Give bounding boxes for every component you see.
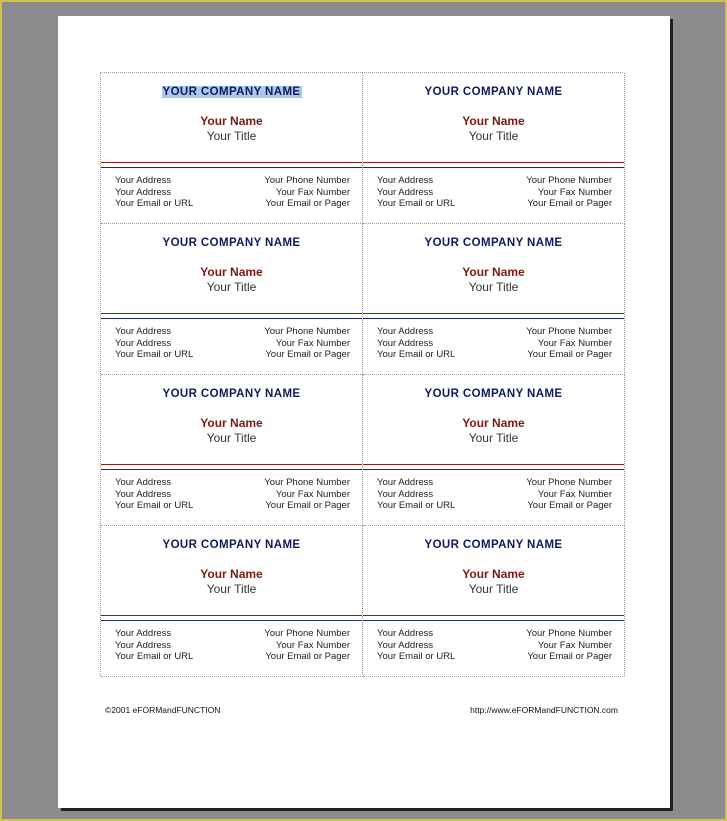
- company-name-text: YOUR COMPANY NAME: [162, 388, 301, 400]
- phone-line[interactable]: Your Phone Number: [264, 326, 350, 337]
- contact-left: [377, 326, 455, 361]
- address-line-1[interactable]: Your Address: [377, 628, 434, 639]
- phone-line[interactable]: Your Phone Number: [526, 175, 612, 186]
- address-line-1[interactable]: Your Address: [377, 175, 434, 186]
- email-line[interactable]: Your Email or URL: [377, 349, 456, 360]
- fax-line[interactable]: Your Fax Number: [537, 639, 612, 651]
- address-line-2[interactable]: Your Address: [377, 639, 434, 651]
- email-line[interactable]: Your Email or URL: [115, 349, 194, 360]
- person-title[interactable]: Your Title: [468, 582, 519, 596]
- divider-rule: [363, 615, 624, 621]
- company-name-text: YOUR COMPANY NAME: [162, 539, 301, 551]
- divider-rule: [363, 162, 624, 168]
- email-line[interactable]: Your Email or URL: [377, 651, 456, 662]
- pager-line[interactable]: Your Email or Pager: [527, 651, 612, 662]
- fax-line[interactable]: Your Fax Number: [537, 488, 612, 500]
- pager-line[interactable]: Your Email or Pager: [265, 651, 350, 662]
- business-card[interactable]: [101, 224, 363, 375]
- business-card[interactable]: [363, 375, 625, 526]
- contact-left: [115, 628, 193, 663]
- address-line-2[interactable]: Your Address: [377, 488, 434, 500]
- company-name[interactable]: [363, 237, 624, 249]
- business-card[interactable]: [363, 526, 625, 677]
- address-line-2[interactable]: Your Address: [115, 488, 172, 500]
- email-line[interactable]: Your Email or URL: [115, 651, 194, 662]
- company-name[interactable]: [101, 388, 362, 400]
- copyright-text: ©2001 eFORMandFUNCTION: [105, 705, 221, 715]
- business-card-sheet: [100, 72, 623, 676]
- divider-rule: [101, 615, 362, 621]
- address-line-1[interactable]: Your Address: [377, 326, 434, 337]
- business-card[interactable]: [101, 526, 363, 677]
- phone-line[interactable]: Your Phone Number: [264, 628, 350, 639]
- email-line[interactable]: Your Email or URL: [115, 198, 194, 209]
- phone-line[interactable]: Your Phone Number: [526, 326, 612, 337]
- company-name-text: YOUR COMPANY NAME: [424, 388, 563, 400]
- person-title[interactable]: Your Title: [468, 280, 519, 294]
- email-line[interactable]: Your Email or URL: [377, 198, 456, 209]
- contact-right: [526, 326, 612, 361]
- person-name[interactable]: Your Name: [200, 567, 263, 581]
- fax-line[interactable]: Your Fax Number: [537, 337, 612, 349]
- contact-left: [377, 628, 455, 663]
- divider-rule: [363, 464, 624, 470]
- company-name-text: YOUR COMPANY NAME: [162, 237, 301, 249]
- document-page: [58, 16, 670, 808]
- phone-line[interactable]: Your Phone Number: [264, 477, 350, 488]
- pager-line[interactable]: Your Email or Pager: [265, 349, 350, 360]
- address-line-2[interactable]: Your Address: [115, 337, 172, 349]
- contact-left: [115, 326, 193, 361]
- business-card[interactable]: [101, 73, 363, 224]
- person-name[interactable]: Your Name: [462, 265, 525, 279]
- person-title[interactable]: Your Title: [468, 129, 519, 143]
- fax-line[interactable]: Your Fax Number: [275, 337, 350, 349]
- contact-right: [526, 175, 612, 210]
- person-name[interactable]: Your Name: [462, 114, 525, 128]
- company-name[interactable]: [101, 86, 362, 98]
- company-name-text: YOUR COMPANY NAME: [424, 539, 563, 551]
- person-name[interactable]: Your Name: [200, 416, 263, 430]
- fax-line[interactable]: Your Fax Number: [275, 186, 350, 198]
- company-name-text: YOUR COMPANY NAME: [162, 86, 301, 98]
- person-title[interactable]: Your Title: [206, 431, 257, 445]
- company-name-text: YOUR COMPANY NAME: [424, 86, 563, 98]
- pager-line[interactable]: Your Email or Pager: [527, 198, 612, 209]
- person-name[interactable]: Your Name: [462, 567, 525, 581]
- divider-rule: [363, 313, 624, 319]
- fax-line[interactable]: Your Fax Number: [275, 488, 350, 500]
- company-name[interactable]: [101, 237, 362, 249]
- person-title[interactable]: Your Title: [206, 582, 257, 596]
- person-name[interactable]: Your Name: [200, 265, 263, 279]
- phone-line[interactable]: Your Phone Number: [526, 477, 612, 488]
- person-title[interactable]: Your Title: [468, 431, 519, 445]
- person-name[interactable]: Your Name: [200, 114, 263, 128]
- contact-right: [264, 175, 350, 210]
- business-card[interactable]: [363, 224, 625, 375]
- phone-line[interactable]: Your Phone Number: [526, 628, 612, 639]
- divider-rule: [101, 162, 362, 168]
- contact-left: [115, 175, 193, 210]
- contact-left: [377, 175, 455, 210]
- phone-line[interactable]: Your Phone Number: [264, 175, 350, 186]
- contact-left: [115, 477, 193, 512]
- fax-line[interactable]: Your Fax Number: [537, 186, 612, 198]
- company-name[interactable]: [101, 539, 362, 551]
- person-name[interactable]: Your Name: [462, 416, 525, 430]
- pager-line[interactable]: Your Email or Pager: [527, 500, 612, 511]
- pager-line[interactable]: Your Email or Pager: [265, 198, 350, 209]
- contact-right: [264, 477, 350, 512]
- fax-line[interactable]: Your Fax Number: [275, 639, 350, 651]
- pager-line[interactable]: Your Email or Pager: [527, 349, 612, 360]
- company-name-text: YOUR COMPANY NAME: [424, 237, 563, 249]
- contact-left: [377, 477, 455, 512]
- company-name[interactable]: [363, 388, 624, 400]
- contact-right: [264, 628, 350, 663]
- divider-rule: [101, 313, 362, 319]
- divider-rule: [101, 464, 362, 470]
- address-line-2[interactable]: Your Address: [115, 186, 172, 198]
- business-card[interactable]: [101, 375, 363, 526]
- address-line-2[interactable]: Your Address: [377, 186, 434, 198]
- company-name[interactable]: [363, 86, 624, 98]
- address-line-1[interactable]: Your Address: [115, 326, 172, 337]
- address-line-1[interactable]: Your Address: [115, 628, 172, 639]
- address-line-1[interactable]: Your Address: [115, 175, 172, 186]
- pager-line[interactable]: Your Email or Pager: [265, 500, 350, 511]
- address-line-1[interactable]: Your Address: [115, 477, 172, 488]
- company-name[interactable]: [363, 539, 624, 551]
- address-line-2[interactable]: Your Address: [115, 639, 172, 651]
- email-line[interactable]: Your Email or URL: [377, 500, 456, 511]
- address-line-1[interactable]: Your Address: [377, 477, 434, 488]
- person-title[interactable]: Your Title: [206, 129, 257, 143]
- website-url: http://www.eFORMandFUNCTION.com: [470, 705, 618, 715]
- contact-right: [526, 477, 612, 512]
- email-line[interactable]: Your Email or URL: [115, 500, 194, 511]
- person-title[interactable]: Your Title: [206, 280, 257, 294]
- contact-right: [264, 326, 350, 361]
- contact-right: [526, 628, 612, 663]
- address-line-2[interactable]: Your Address: [377, 337, 434, 349]
- business-card[interactable]: [363, 73, 625, 224]
